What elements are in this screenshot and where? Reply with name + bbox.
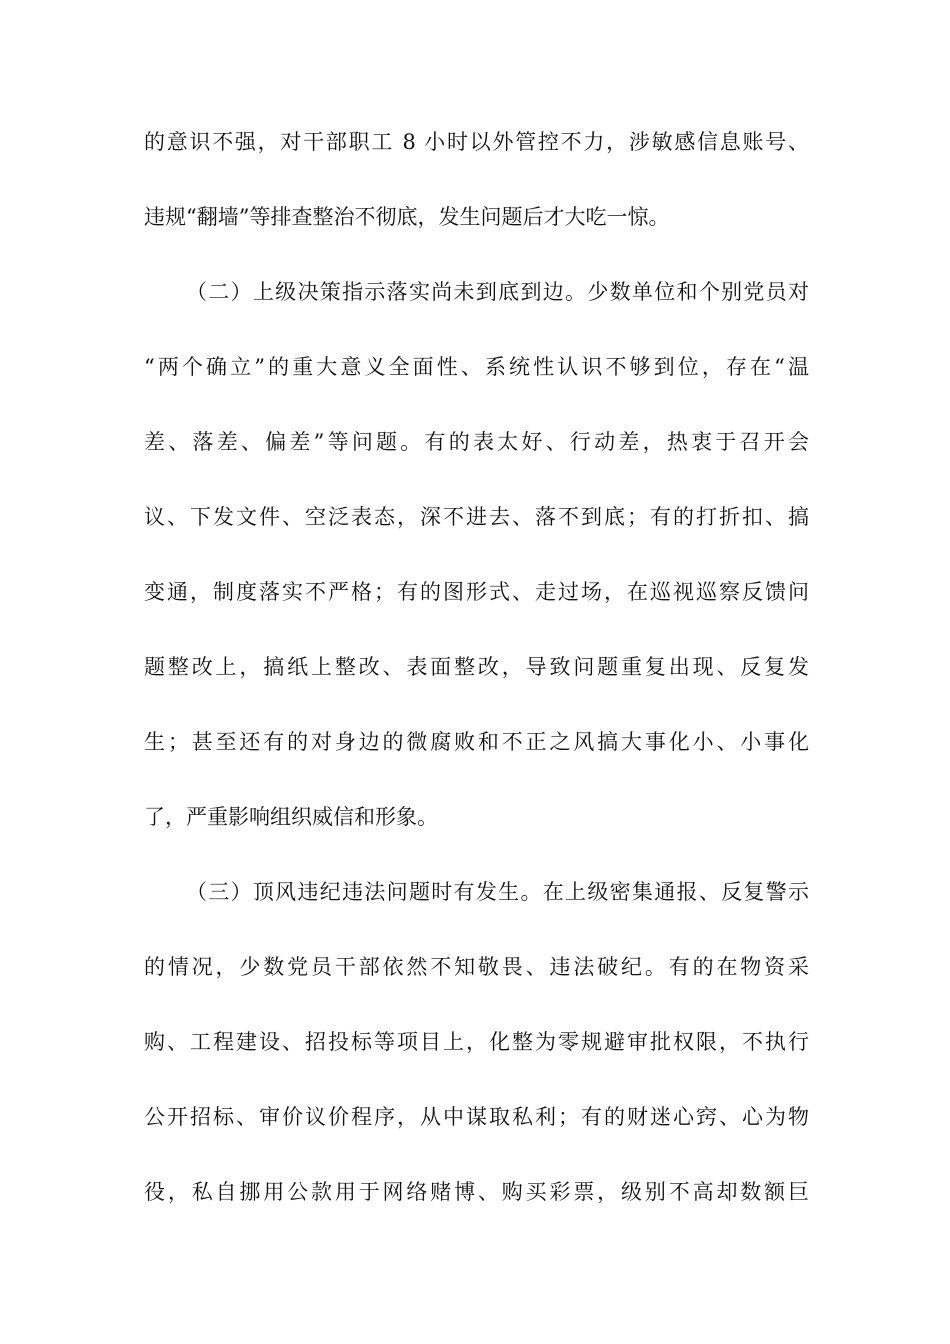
text-line: “两个确立”的重大意义全面性、系统性认识不够到位，存在“温 (144, 355, 809, 379)
text-line: 变通，制度落实不严格；有的图形式、走过场，在巡视巡察反馈问 (144, 580, 809, 604)
text-line: 了，严重影响组织威信和形象。 (144, 805, 438, 829)
text-line: 议、下发文件、空泛表态，深不进去、落不到底；有的打折扣、搞 (144, 505, 809, 529)
paragraph-heading-line: （二）上级决策指示落实尚未到底到边。少数单位和个别党员对 (186, 280, 809, 304)
text-line: 违规“翻墙”等排查整治不彻底，发生问题后才大吃一惊。 (144, 205, 670, 229)
text-line: 的意识不强，对干部职工 8 小时以外管控不力，涉敏感信息账号、 (144, 130, 809, 154)
text-line: 差、落差、偏差”等问题。有的表太好、行动差，热衷于召开会 (144, 430, 809, 454)
text-line: 购、工程建设、招投标等项目上，化整为零规避审批权限，不执行 (144, 1030, 809, 1054)
text-line: 役，私自挪用公款用于网络赌博、购买彩票，级别不高却数额巨 (144, 1180, 809, 1204)
text-line: 公开招标、审价议价程序，从中谋取私利；有的财迷心窍、心为物 (144, 1105, 809, 1129)
text-line: 生；甚至还有的对身边的微腐败和不正之风搞大事化小、小事化 (144, 730, 809, 754)
text-line: 的情况，少数党员干部依然不知敬畏、违法破纪。有的在物资采 (144, 955, 809, 979)
paragraph-heading-line: （三）顶风违纪违法问题时有发生。在上级密集通报、反复警示 (186, 880, 809, 904)
text-line: 题整改上，搞纸上整改、表面整改，导致问题重复出现、反复发 (144, 655, 809, 679)
